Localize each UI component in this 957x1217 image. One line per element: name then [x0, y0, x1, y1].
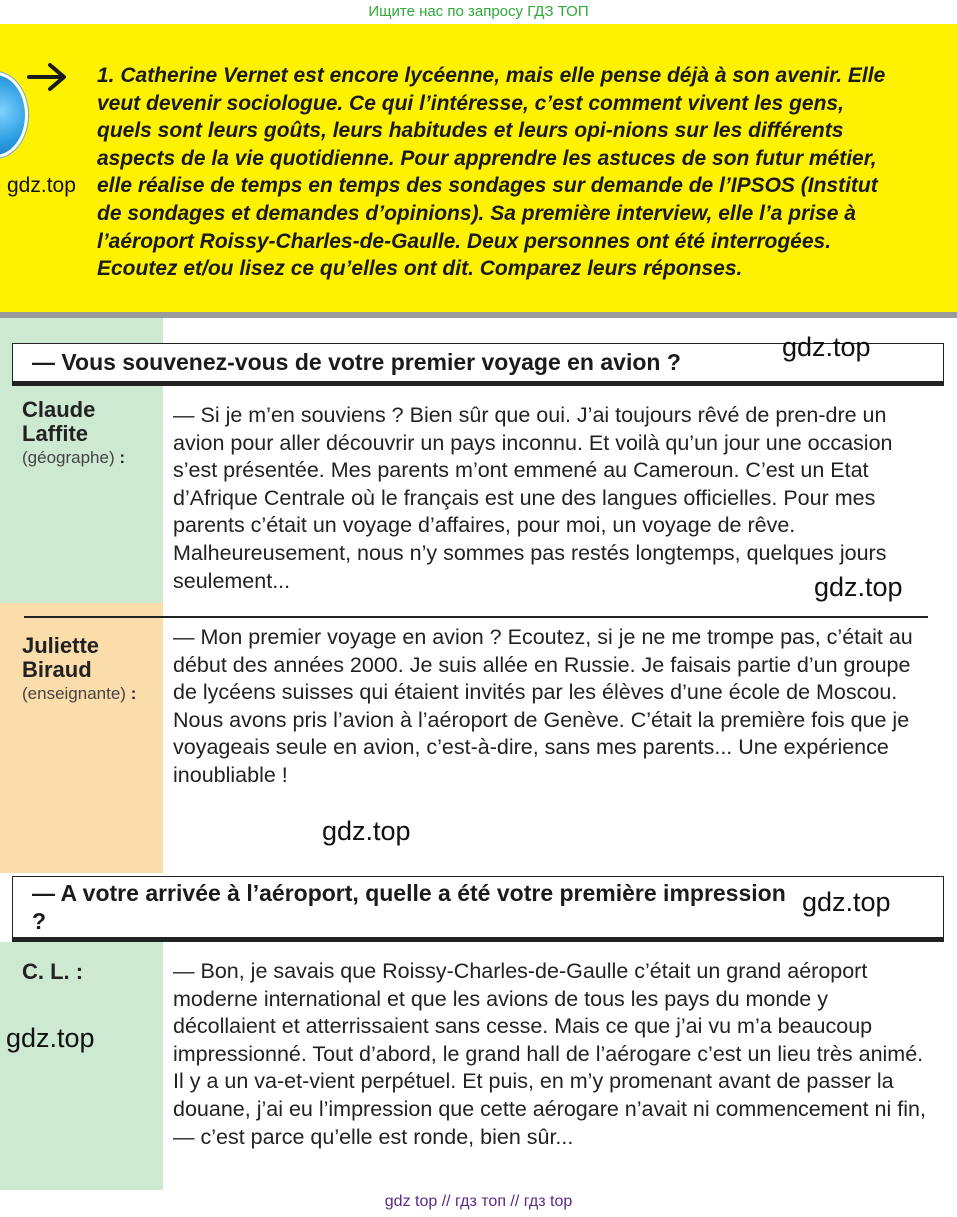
speaker-surname: Biraud: [22, 657, 92, 682]
answer-claude: — Si je m’en souviens ? Bien sûr que oui. J’ai toujours rêvé de pren-dre un avion pour aller découvrir un pays inconnu. Et voilà qu’un jour une occasion s’est présentée. Mes parents m’ont emmené au Cameroun. C’est un Etat d’Afrique Centrale où le français est une des langues officielles. Pour mes parents c’était un voyage d’affaires, pour moi, un voyage de rêve. Malheureusement, nous n’y sommes pas restés longtemps, quelques jours seulement...: [173, 403, 893, 593]
footer-links[interactable]: gdz top // гдз топ // гдз top: [384, 1193, 573, 1210]
question-2: — A votre arrivée à l’aéroport, quelle a été votre première impression ?: [32, 880, 786, 934]
task-instructions: 1. Catherine Vernet est encore lycéenne, mais elle pense déjà à son avenir. Elle veut devenir sociologue. Ce qui l’intéresse, c’est comment vivent les gens, quels sont leurs goûts, leurs habitudes et leurs opi-nions sur les différents aspects de la vie quotidienne. Pour apprendre les astuces de son futur métier, elle réalise de temps en temps des sondages sur demande de l’IPSOS (Institut de sondages et demandes d’opinions). Sa première interview, elle l’a prise à l’aéroport Roissy-Charles-de-Gaulle. Deux personnes ont été interrogées. Ecoutez et/ou lisez ce qu’elles ont dit. Comparez leurs réponses.: [97, 64, 886, 281]
arrow-right-icon: [26, 60, 70, 94]
watermark: gdz.top: [6, 1023, 95, 1053]
answer-juliette: — Mon premier voyage en avion ? Ecoutez, si je ne me trompe pas, c’était au début des années 2000. Je suis allée en Russie. Je faisais partie d’un groupe de lycéens suisses qui étaient invités par les élèves d’une école de Moscou. Nous avons pris l’avion à l’aéroport de Genève. C’était la première fois que je voyageais seule en avion, c’est-à-dire, sans mes parents... Une expérience inoubliable !: [173, 625, 913, 787]
watermark: gdz.top: [7, 174, 76, 197]
section-badge-icon: [0, 72, 28, 158]
speaker-claude: [22, 398, 162, 470]
divider: [24, 616, 928, 618]
watermark: gdz.top: [782, 332, 871, 362]
task-box: [0, 24, 957, 312]
top-banner[interactable]: Ищите нас по запросу ГДЗ ТОП: [368, 3, 589, 20]
watermark: gdz.top: [802, 887, 891, 917]
watermark: gdz.top: [814, 572, 903, 602]
speaker-role: (géographe) :: [22, 448, 126, 467]
speaker-cl: [22, 960, 162, 984]
speaker-juliette: [22, 634, 162, 706]
watermark: gdz.top: [322, 816, 411, 846]
answer-cl: — Bon, je savais que Roissy-Charles-de-Gaulle c’était un grand aéroport moderne international et que les avions de tous les pays du monde y décollaient et atterrissaient sans cesse. Mais ce que j’ai vu m’a beaucoup impressionné. Tout d’abord, le grand hall de l’aérogare c’est un lieu très animé. Il y a un va-et-vient perpétuel. Et puis, en m’y promenant avant de passer la douane, j’ai eu l’impression que cette aérogare n’avait ni commencement ni fin, — c’est parce qu’elle est ronde, bien sûr...: [173, 959, 926, 1149]
question-1: — Vous souvenez-vous de votre premier voyage en avion ?: [32, 349, 681, 375]
speaker-initials: C. L. :: [22, 959, 84, 984]
speaker-surname: Laffite: [22, 421, 88, 446]
speaker-role: (enseignante) :: [22, 684, 137, 703]
speaker-name: Juliette: [22, 633, 100, 658]
speaker-name: Claude: [22, 397, 96, 422]
